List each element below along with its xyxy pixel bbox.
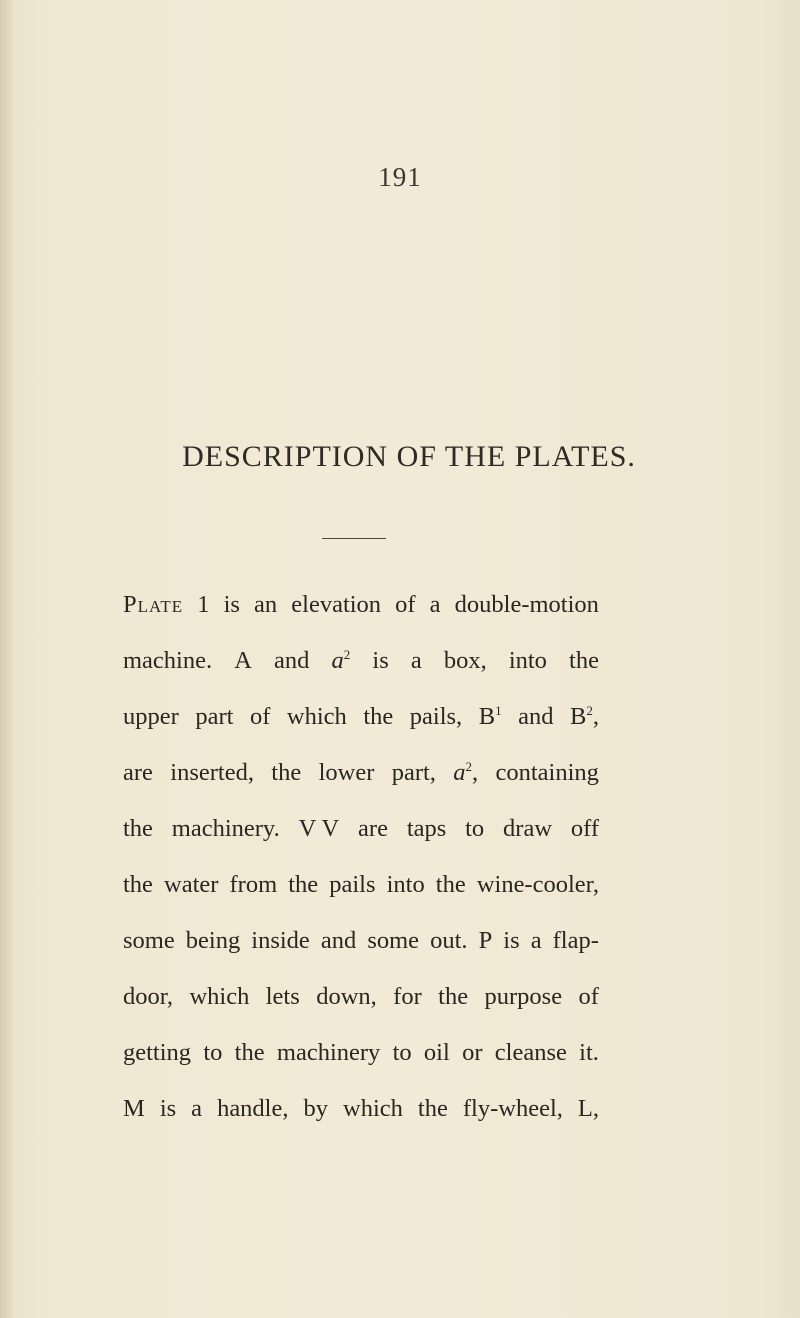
word: some — [123, 927, 175, 954]
word: an — [254, 591, 278, 618]
word: oil — [423, 1039, 450, 1066]
word: to — [392, 1039, 412, 1066]
word: inside — [251, 927, 310, 954]
text-line — [123, 1081, 599, 1137]
word: box, — [443, 647, 487, 674]
word: Plate — [123, 591, 184, 618]
word: elevation — [291, 591, 382, 618]
word: and — [320, 927, 357, 954]
word: of — [395, 591, 416, 618]
word: pails — [329, 871, 376, 898]
word: double-motion — [454, 591, 599, 618]
word: A — [234, 647, 252, 674]
word: the — [569, 647, 599, 674]
gutter-shadow — [0, 0, 14, 1318]
word: and — [518, 703, 554, 730]
word: which — [286, 703, 347, 730]
word: machinery. — [171, 815, 280, 842]
text-line — [123, 689, 599, 745]
word: $B^1$ — [478, 703, 502, 730]
word: $B^2$, — [570, 703, 599, 730]
word: machinery — [276, 1039, 381, 1066]
word: into — [508, 647, 547, 674]
word: wine-cooler, — [476, 871, 599, 898]
text-line — [123, 857, 599, 913]
word: to — [465, 815, 485, 842]
word: flap- — [552, 927, 599, 954]
word: purpose — [484, 983, 563, 1010]
word: getting — [123, 1039, 192, 1066]
word: water — [164, 871, 219, 898]
word: containing — [495, 759, 599, 786]
word: a — [429, 591, 441, 618]
word: L, — [577, 1095, 599, 1122]
word: lower — [318, 759, 375, 786]
word: draw — [503, 815, 553, 842]
text-line — [123, 913, 599, 969]
word: the — [123, 871, 153, 898]
word: taps — [406, 815, 447, 842]
word: cleanse — [494, 1039, 567, 1066]
word: the — [363, 703, 394, 730]
word: it. — [579, 1039, 599, 1066]
word: fly-wheel, — [462, 1095, 563, 1122]
word: or — [462, 1039, 483, 1066]
word: some — [367, 927, 420, 954]
word: the — [417, 1095, 448, 1122]
text-line — [123, 577, 599, 633]
word: for — [393, 983, 422, 1010]
word: part — [195, 703, 234, 730]
word: V V — [298, 815, 340, 842]
word: by — [303, 1095, 329, 1122]
word: which — [189, 983, 250, 1010]
word: P — [478, 927, 493, 954]
page-number: 191 — [378, 162, 422, 192]
text-line — [123, 633, 599, 689]
word: the — [435, 871, 466, 898]
word: the — [234, 1039, 265, 1066]
word: from — [229, 871, 278, 898]
word: into — [386, 871, 425, 898]
word: handle, — [217, 1095, 289, 1122]
word: lets — [265, 983, 300, 1010]
word: is — [372, 647, 389, 674]
word: $a^2$ — [331, 647, 351, 674]
word: pails, — [409, 703, 463, 730]
word: a — [530, 927, 542, 954]
word: and — [274, 647, 310, 674]
word: to — [203, 1039, 223, 1066]
text-line — [123, 1025, 599, 1081]
word: $a^2$, — [453, 759, 479, 786]
word: off — [570, 815, 599, 842]
word: being — [185, 927, 241, 954]
word: the — [288, 871, 319, 898]
word: machine. — [123, 647, 213, 674]
word: the — [438, 983, 469, 1010]
word: is — [159, 1095, 177, 1122]
section-heading: DESCRIPTION OF THE PLATES. — [182, 440, 636, 473]
word: inserted, — [170, 759, 254, 786]
word: the — [123, 815, 153, 842]
word: are — [123, 759, 153, 786]
text-line — [123, 801, 599, 857]
word: 1 — [197, 591, 210, 618]
body-paragraph — [123, 577, 599, 1137]
word: a — [410, 647, 422, 674]
word: part, — [391, 759, 436, 786]
text-line — [123, 969, 599, 1025]
word: is — [223, 591, 240, 618]
word: a — [191, 1095, 203, 1122]
text-line — [123, 745, 599, 801]
word: upper — [123, 703, 179, 730]
word: the — [271, 759, 302, 786]
heading-rule — [322, 538, 386, 539]
word: of — [578, 983, 599, 1010]
word: down, — [316, 983, 377, 1010]
word: M — [123, 1095, 145, 1122]
word: which — [343, 1095, 403, 1122]
word: are — [358, 815, 388, 842]
word: door, — [123, 983, 174, 1010]
word: is — [503, 927, 520, 954]
word: of — [249, 703, 271, 730]
word: out. — [430, 927, 468, 954]
